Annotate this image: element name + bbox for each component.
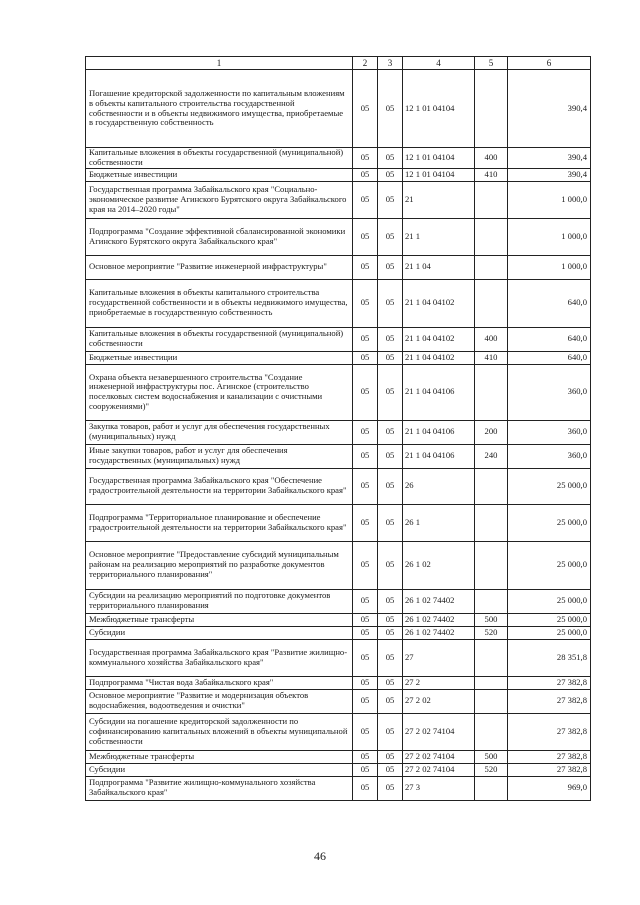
- row-section-cell: 05: [353, 613, 378, 626]
- row-target-code-cell: 26 1 02 74402: [403, 589, 475, 613]
- table-row: [86, 279, 591, 327]
- row-amount-cell: 640,0: [508, 279, 591, 327]
- row-section-cell: 05: [353, 148, 378, 169]
- row-section-cell: 05: [353, 351, 378, 364]
- table-row: [86, 541, 591, 589]
- table-row: [86, 168, 591, 181]
- row-expense-type-cell: 410: [475, 351, 508, 364]
- row-target-code-cell: 27 2 02 74104: [403, 713, 475, 750]
- row-amount-cell: 27 382,8: [508, 713, 591, 750]
- row-subsection-cell: 05: [378, 763, 403, 776]
- row-subsection-cell: 05: [378, 689, 403, 713]
- row-subsection-cell: 05: [378, 713, 403, 750]
- row-target-code-cell: 27: [403, 639, 475, 676]
- budget-table: [85, 56, 591, 801]
- row-subsection-cell: 05: [378, 351, 403, 364]
- row-expense-type-cell: 410: [475, 168, 508, 181]
- row-section-cell: 05: [353, 327, 378, 351]
- row-amount-cell: 25 000,0: [508, 468, 591, 504]
- row-expense-type-cell: 200: [475, 420, 508, 444]
- row-amount-cell: 1 000,0: [508, 181, 591, 218]
- row-subsection-cell: 05: [378, 70, 403, 148]
- table-row: [86, 776, 591, 800]
- row-subsection-cell: 05: [378, 541, 403, 589]
- row-expense-type-cell: [475, 504, 508, 541]
- row-name-cell: Капитальные вложения в объекты государственной (муниципальной) собственности: [86, 148, 353, 169]
- table-row: [86, 255, 591, 279]
- row-expense-type-cell: [475, 689, 508, 713]
- row-subsection-cell: 05: [378, 613, 403, 626]
- header-cell: 5: [475, 57, 508, 70]
- row-section-cell: 05: [353, 444, 378, 468]
- row-section-cell: 05: [353, 676, 378, 689]
- row-section-cell: 05: [353, 279, 378, 327]
- table-row: [86, 420, 591, 444]
- row-target-code-cell: 21 1 04 04102: [403, 279, 475, 327]
- table-body: [86, 70, 591, 801]
- row-name-cell: Межбюджетные трансферты: [86, 750, 353, 763]
- row-subsection-cell: 05: [378, 776, 403, 800]
- table-row: [86, 713, 591, 750]
- row-expense-type-cell: [475, 70, 508, 148]
- row-name-cell: Основное мероприятие "Развитие и модернизация объектов водоснабжения, водоотведения и очистки": [86, 689, 353, 713]
- table-row: [86, 639, 591, 676]
- row-subsection-cell: 05: [378, 639, 403, 676]
- row-target-code-cell: 27 2: [403, 676, 475, 689]
- row-subsection-cell: 05: [378, 364, 403, 420]
- row-expense-type-cell: [475, 468, 508, 504]
- row-section-cell: 05: [353, 541, 378, 589]
- row-subsection-cell: 05: [378, 626, 403, 639]
- row-subsection-cell: 05: [378, 468, 403, 504]
- row-amount-cell: 27 382,8: [508, 750, 591, 763]
- table-row: [86, 689, 591, 713]
- row-target-code-cell: 21 1 04 04102: [403, 351, 475, 364]
- row-target-code-cell: 26 1 02: [403, 541, 475, 589]
- table-row: [86, 148, 591, 169]
- row-expense-type-cell: 500: [475, 750, 508, 763]
- row-target-code-cell: 21 1: [403, 218, 475, 255]
- row-name-cell: Государственная программа Забайкальского края "Развитие жилищно-коммунального хозяйства Забайкальского края": [86, 639, 353, 676]
- row-name-cell: Межбюджетные трансферты: [86, 613, 353, 626]
- row-name-cell: Подпрограмма "Чистая вода Забайкальского края": [86, 676, 353, 689]
- row-subsection-cell: 05: [378, 279, 403, 327]
- row-section-cell: 05: [353, 776, 378, 800]
- row-section-cell: 05: [353, 626, 378, 639]
- row-section-cell: 05: [353, 639, 378, 676]
- row-name-cell: Иные закупки товаров, работ и услуг для обеспечения государственных (муниципальных) нужд: [86, 444, 353, 468]
- row-amount-cell: 390,4: [508, 70, 591, 148]
- row-name-cell: Государственная программа Забайкальского края "Обеспечение градостроительной деятельности на территории Забайкальского края": [86, 468, 353, 504]
- row-target-code-cell: 27 2 02 74104: [403, 750, 475, 763]
- header-cell: 6: [508, 57, 591, 70]
- row-name-cell: Субсидии: [86, 763, 353, 776]
- row-amount-cell: 640,0: [508, 327, 591, 351]
- row-expense-type-cell: 520: [475, 763, 508, 776]
- row-section-cell: 05: [353, 504, 378, 541]
- table-row: [86, 364, 591, 420]
- row-name-cell: Основное мероприятие "Предоставление субсидий муниципальным районам на реализацию мероприятий по разработке документов территориального планирования": [86, 541, 353, 589]
- row-section-cell: 05: [353, 364, 378, 420]
- row-target-code-cell: 27 2 02: [403, 689, 475, 713]
- row-amount-cell: 28 351,8: [508, 639, 591, 676]
- row-target-code-cell: 27 2 02 74104: [403, 763, 475, 776]
- row-name-cell: Субсидии: [86, 626, 353, 639]
- row-amount-cell: 27 382,8: [508, 676, 591, 689]
- row-subsection-cell: 05: [378, 327, 403, 351]
- row-amount-cell: 360,0: [508, 364, 591, 420]
- table-row: [86, 613, 591, 626]
- row-name-cell: Основное мероприятие "Развитие инженерной инфраструктуры": [86, 255, 353, 279]
- row-expense-type-cell: [475, 181, 508, 218]
- table-row: [86, 218, 591, 255]
- row-amount-cell: 27 382,8: [508, 689, 591, 713]
- row-amount-cell: 25 000,0: [508, 504, 591, 541]
- row-name-cell: Подпрограмма "Территориальное планирование и обеспечение градостроительной деятельности на территории Забайкальского края": [86, 504, 353, 541]
- row-expense-type-cell: 500: [475, 613, 508, 626]
- row-expense-type-cell: [475, 279, 508, 327]
- row-target-code-cell: 21 1 04 04102: [403, 327, 475, 351]
- row-name-cell: Субсидии на реализацию мероприятий по подготовке документов территориального планирования: [86, 589, 353, 613]
- row-section-cell: 05: [353, 750, 378, 763]
- row-target-code-cell: 21 1 04 04106: [403, 444, 475, 468]
- row-target-code-cell: 21 1 04: [403, 255, 475, 279]
- row-amount-cell: 25 000,0: [508, 626, 591, 639]
- row-amount-cell: 390,4: [508, 168, 591, 181]
- row-section-cell: 05: [353, 420, 378, 444]
- row-name-cell: Капитальные вложения в объекты государственной (муниципальной) собственности: [86, 327, 353, 351]
- row-section-cell: 05: [353, 689, 378, 713]
- row-expense-type-cell: 400: [475, 148, 508, 169]
- row-name-cell: Бюджетные инвестиции: [86, 351, 353, 364]
- header-cell: 1: [86, 57, 353, 70]
- row-name-cell: Погашение кредиторской задолженности по капитальным вложениям в объекты капитального строительства государственной собственности и в объекты недвижимого имущества, приобретаемые в государственную собственность: [86, 70, 353, 148]
- row-name-cell: Подпрограмма "Создание эффективной сбалансированной экономики Агинского Бурятского округа Забайкальского края": [86, 218, 353, 255]
- row-subsection-cell: 05: [378, 750, 403, 763]
- row-target-code-cell: 26 1 02 74402: [403, 626, 475, 639]
- row-name-cell: Закупка товаров, работ и услуг для обеспечения государственных (муниципальных) нужд: [86, 420, 353, 444]
- row-subsection-cell: 05: [378, 255, 403, 279]
- row-amount-cell: 1 000,0: [508, 255, 591, 279]
- table-row: [86, 750, 591, 763]
- row-target-code-cell: 21 1 04 04106: [403, 420, 475, 444]
- row-target-code-cell: 21: [403, 181, 475, 218]
- row-expense-type-cell: [475, 218, 508, 255]
- table-row: [86, 763, 591, 776]
- row-amount-cell: 360,0: [508, 420, 591, 444]
- row-subsection-cell: 05: [378, 504, 403, 541]
- row-section-cell: 05: [353, 255, 378, 279]
- row-expense-type-cell: 240: [475, 444, 508, 468]
- row-subsection-cell: 05: [378, 218, 403, 255]
- table-row: [86, 589, 591, 613]
- row-amount-cell: 27 382,8: [508, 763, 591, 776]
- row-section-cell: 05: [353, 218, 378, 255]
- row-name-cell: Бюджетные инвестиции: [86, 168, 353, 181]
- row-expense-type-cell: 520: [475, 626, 508, 639]
- row-expense-type-cell: [475, 255, 508, 279]
- table-header-row: [86, 57, 591, 70]
- row-expense-type-cell: [475, 364, 508, 420]
- row-section-cell: 05: [353, 70, 378, 148]
- row-target-code-cell: 26 1 02 74402: [403, 613, 475, 626]
- row-name-cell: Субсидии на погашение кредиторской задолженности по софинансированию капитальных вложений в объекты муниципальной собственности: [86, 713, 353, 750]
- row-section-cell: 05: [353, 181, 378, 218]
- row-target-code-cell: 21 1 04 04106: [403, 364, 475, 420]
- row-target-code-cell: 12 1 01 04104: [403, 148, 475, 169]
- row-amount-cell: 25 000,0: [508, 541, 591, 589]
- row-subsection-cell: 05: [378, 420, 403, 444]
- row-name-cell: Подпрограмма "Развитие жилищно-коммунального хозяйства Забайкальского края": [86, 776, 353, 800]
- row-amount-cell: 969,0: [508, 776, 591, 800]
- row-amount-cell: 25 000,0: [508, 613, 591, 626]
- row-amount-cell: 390,4: [508, 148, 591, 169]
- row-amount-cell: 25 000,0: [508, 589, 591, 613]
- row-amount-cell: 360,0: [508, 444, 591, 468]
- row-expense-type-cell: [475, 639, 508, 676]
- header-cell: 4: [403, 57, 475, 70]
- table-row: [86, 504, 591, 541]
- table-row: [86, 676, 591, 689]
- row-amount-cell: 1 000,0: [508, 218, 591, 255]
- row-name-cell: Государственная программа Забайкальского края "Социально-экономическое развитие Агинского Бурятского округа Забайкальского края на 2014–2020 годы": [86, 181, 353, 218]
- row-target-code-cell: 27 3: [403, 776, 475, 800]
- row-expense-type-cell: [475, 676, 508, 689]
- row-subsection-cell: 05: [378, 181, 403, 218]
- row-subsection-cell: 05: [378, 148, 403, 169]
- header-cell: 2: [353, 57, 378, 70]
- row-amount-cell: 640,0: [508, 351, 591, 364]
- table-row: [86, 626, 591, 639]
- row-target-code-cell: 26: [403, 468, 475, 504]
- page-number: 46: [314, 849, 326, 863]
- row-expense-type-cell: [475, 713, 508, 750]
- row-section-cell: 05: [353, 589, 378, 613]
- row-name-cell: Охрана объекта незавершенного строительства "Создание инженерной инфраструктуры пос. Агинское (строительство поселковых систем водоснабжения и канализации с очистными сооружениями)": [86, 364, 353, 420]
- row-target-code-cell: 12 1 01 04104: [403, 168, 475, 181]
- row-subsection-cell: 05: [378, 589, 403, 613]
- row-expense-type-cell: 400: [475, 327, 508, 351]
- row-section-cell: 05: [353, 468, 378, 504]
- row-name-cell: Капитальные вложения в объекты капитального строительства государственной собственности и в объекты недвижимого имущества, приобретаемые в государственную собственность: [86, 279, 353, 327]
- row-expense-type-cell: [475, 776, 508, 800]
- table-row: [86, 70, 591, 148]
- header-cell: 3: [378, 57, 403, 70]
- table-row: [86, 468, 591, 504]
- row-target-code-cell: 26 1: [403, 504, 475, 541]
- row-section-cell: 05: [353, 713, 378, 750]
- row-expense-type-cell: [475, 541, 508, 589]
- table-row: [86, 351, 591, 364]
- row-subsection-cell: 05: [378, 676, 403, 689]
- row-section-cell: 05: [353, 763, 378, 776]
- row-expense-type-cell: [475, 589, 508, 613]
- table-row: [86, 327, 591, 351]
- row-section-cell: 05: [353, 168, 378, 181]
- row-target-code-cell: 12 1 01 04104: [403, 70, 475, 148]
- row-subsection-cell: 05: [378, 444, 403, 468]
- table-row: [86, 444, 591, 468]
- table-row: [86, 181, 591, 218]
- row-subsection-cell: 05: [378, 168, 403, 181]
